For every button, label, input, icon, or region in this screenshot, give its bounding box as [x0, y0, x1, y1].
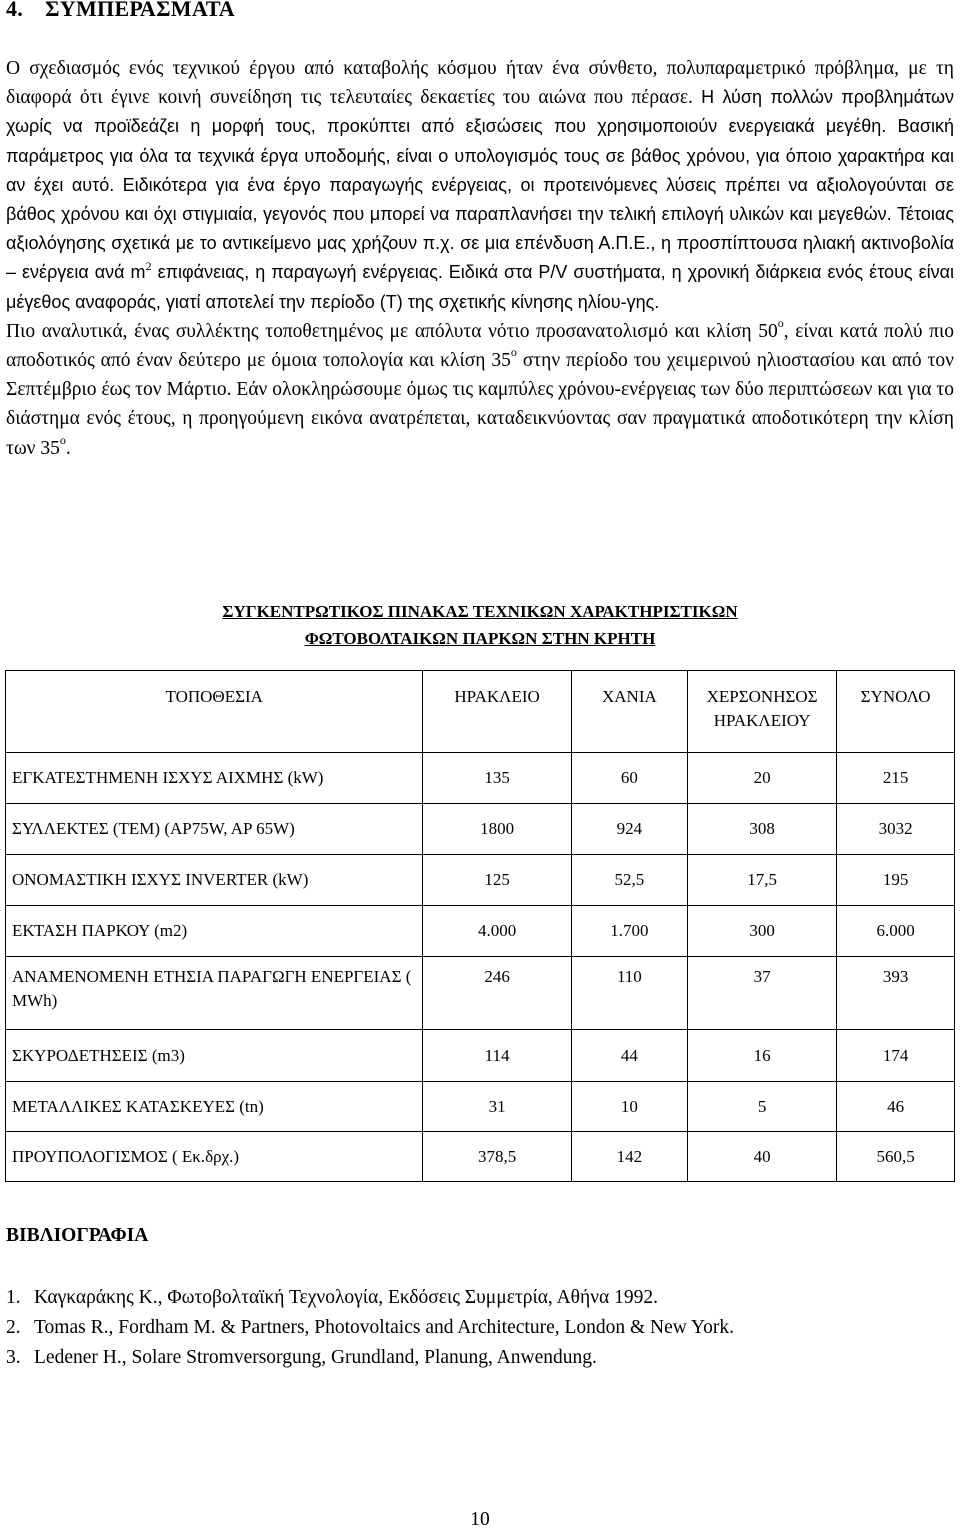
cell-value: 6.000 — [837, 906, 955, 957]
paragraph-3d: . — [65, 437, 71, 459]
table-row — [6, 1082, 955, 1132]
cell-value: 110 — [571, 957, 687, 1030]
table-row — [6, 1132, 955, 1182]
reference-text: Καγκαράκης Κ., Φωτοβολταϊκή Τεχνολογία, Εκδόσεις Συμμετρία, Αθήνα 1992. — [34, 1287, 658, 1308]
row-label: ΠΡΟΥΠΟΛΟΓΙΣΜΟΣ ( Εκ.δρχ.) — [6, 1132, 423, 1182]
conclusions-text — [6, 54, 954, 463]
paragraph-3c: στην περίοδο του χειμερινού ηλιοστασίου και από τον Σεπτέμβριο έως τον Μάρτιο. Εάν ολοκληρώσουμε όμως τις καμπύλες χρόνου-ενέργειας των δύο περιπτώσεων και για το διάστημα ενός έτους, η προηγούμενη εικόνα ανατρέπεται, καταδεικνύοντας σαν πραγματικά αποδοτικότερη την κλίση των 35 — [6, 350, 954, 459]
degree-superscript-3: ο — [59, 432, 66, 447]
superscript-squared: 2 — [145, 259, 152, 274]
cell-value: 46 — [837, 1082, 955, 1132]
reference-number: 2. — [6, 1317, 21, 1338]
paragraph-3a: Πιο αναλυτικά, ένας συλλέκτης τοποθετημένος με απόλυτα νότιο προσανατολισμό και κλίση 50 — [6, 320, 778, 342]
cell-value: 195 — [837, 855, 955, 906]
cell-value: 114 — [423, 1030, 571, 1082]
table-row — [6, 804, 955, 855]
cell-value: 3032 — [837, 804, 955, 855]
cell-value: 142 — [571, 1132, 687, 1182]
table-title — [0, 598, 960, 652]
paragraph-2d: επιφάνειας, η παραγωγή ενέργειας. — [151, 262, 443, 283]
reference-text: Tomas R., Fordham M. & Partners, Photovoltaics and Architecture, London & New York. — [34, 1317, 735, 1338]
section-number: 4. — [6, 0, 24, 21]
paragraph-2a: Βασική παράμετρος για όλα τα τεχνικά έργα υποδομής, είναι ο υπολογισμός τους σε βάθος χρόνου, για όποιο χαρακτήρα και αν έχει αυτό. — [6, 116, 954, 195]
list-item — [6, 1343, 734, 1373]
cell-value: 60 — [571, 753, 687, 804]
cell-value: 560,5 — [837, 1132, 955, 1182]
cell-value: 125 — [423, 855, 571, 906]
table-row — [6, 906, 955, 957]
row-label: ΕΚΤΑΣΗ ΠΑΡΚΟΥ (m2) — [6, 906, 423, 957]
paragraph-3 — [6, 317, 954, 463]
paragraph-3b: , είναι κατά πολύ πιο αποδοτικός από έναν δεύτερο με όμοια τοπολογία και κλίση 35 — [6, 320, 954, 372]
table-row — [6, 957, 955, 1030]
header-chersonissos: ΧΕΡΣΟΝΗΣΟΣ ΗΡΑΚΛΕΙΟΥ — [688, 671, 837, 753]
cell-value: 246 — [423, 957, 571, 1030]
cell-value: 300 — [688, 906, 837, 957]
cell-value: 174 — [837, 1030, 955, 1082]
cell-value: 215 — [837, 753, 955, 804]
bibliography-list — [6, 1283, 734, 1373]
cell-value: 1.700 — [571, 906, 687, 957]
table-title-line-2: ΦΩΤΟΒΟΛΤΑΙΚΩΝ ΠΑΡΚΩΝ ΣΤΗΝ ΚΡΗΤΗ — [304, 629, 656, 648]
row-label: ΕΓΚΑΤΕΣΤΗΜΕΝΗ ΙΣΧΥΣ ΑΙΧΜΗΣ (kW) — [6, 753, 423, 804]
cell-value: 52,5 — [571, 855, 687, 906]
cell-value: 308 — [688, 804, 837, 855]
cell-value: 924 — [571, 804, 687, 855]
row-label: ΑΝΑΜΕΝΟΜΕΝΗ ΕΤΗΣΙΑ ΠΑΡΑΓΩΓΗ ΕΝΕΡΓΕΙΑΣ ( MWh) — [6, 957, 423, 1030]
summary-table — [5, 670, 955, 1182]
reference-number: 1. — [6, 1287, 21, 1308]
paragraph-2e: Ειδικά στα Ρ/V συστήματα, η χρονική διάρκεια ενός έτους είναι μέγεθος αναφοράς, γιατί αποτελεί την περίοδο (Τ) της σχετικής κίνησης ηλίου-γης. — [6, 262, 955, 312]
degree-superscript-1: ο — [777, 315, 784, 330]
cell-value: 378,5 — [423, 1132, 571, 1182]
paragraph-2c: Τέτοιας αξιολόγησης σχετικά με το αντικείμενο μας χρήζουν π.χ. σε μια επένδυση Α.Π.Ε., η προσπίπτουσα ηλιακή ακτινοβολία – ενέργεια ανά m — [6, 204, 954, 283]
table-row — [6, 855, 955, 906]
cell-value: 40 — [688, 1132, 837, 1182]
header-chania: ΧΑΝΙΑ — [571, 671, 687, 753]
cell-value: 5 — [688, 1082, 837, 1132]
cell-value: 31 — [423, 1082, 571, 1132]
cell-value: 20 — [688, 753, 837, 804]
cell-value: 1800 — [423, 804, 571, 855]
cell-value: 44 — [571, 1030, 687, 1082]
cell-value: 17,5 — [688, 855, 837, 906]
reference-number: 3. — [6, 1347, 21, 1368]
paragraph-1a: Ο σχεδιασμός ενός τεχνικού έργου από καταβολής κόσμου ήταν ένα σύνθετο, πολυπαραμετρικό πρόβλημα, με τη διαφορά ότι έγινε κοινή συνείδηση τις τελευταίες δεκαετίες του αιώνα που πέρασε. — [6, 58, 954, 109]
reference-text: Ledener H., Solare Stromversorgung, Grundland, Planung, Anwendung. — [34, 1347, 597, 1368]
row-label: ΣΥΛΛΕΚΤΕΣ (TEM) (AP75W, AP 65W) — [6, 804, 423, 855]
list-item — [6, 1283, 734, 1313]
section-title: ΣΥΜΠΕΡΑΣΜΑΤΑ — [45, 0, 235, 21]
cell-value: 135 — [423, 753, 571, 804]
row-label: ΣΚΥΡΟΔΕΤΗΣΕΙΣ (m3) — [6, 1030, 423, 1082]
header-location: ΤΟΠΟΘΕΣΙΑ — [6, 671, 423, 753]
bibliography-heading: ΒΙΒΛΙΟΓΡΑΦΙΑ — [6, 1225, 149, 1246]
cell-value: 16 — [688, 1030, 837, 1082]
cell-value: 4.000 — [423, 906, 571, 957]
table-header-row — [6, 671, 955, 753]
header-heraklion: ΗΡΑΚΛΕΙΟ — [423, 671, 571, 753]
row-label: ΜΕΤΑΛΛΙΚΕΣ ΚΑΤΑΣΚΕΥΕΣ (tn) — [6, 1082, 423, 1132]
header-total: ΣΥΝΟΛΟ — [837, 671, 955, 753]
paragraph-1b: Η λύση πολλών προβλημάτων χωρίς να προϊδεάζει η μορφή τους, προκύπτει από εξισώσεις που χρησιμοποιούν ενεργειακά μεγέθη. — [6, 87, 955, 137]
cell-value: 393 — [837, 957, 955, 1030]
row-label: ΟΝΟΜΑΣΤΙΚΗ ΙΣΧΥΣ INVERTER (kW) — [6, 855, 423, 906]
table-row — [6, 753, 955, 804]
degree-superscript-2: ο — [510, 345, 517, 360]
page-number: 10 — [470, 1509, 490, 1530]
cell-value: 37 — [688, 957, 837, 1030]
cell-value: 10 — [571, 1082, 687, 1132]
paragraph-1 — [6, 54, 954, 317]
list-item — [6, 1313, 734, 1343]
paragraph-2b: Ειδικότερα για ένα έργο παραγωγής ενέργειας, οι προτεινόμενες λύσεις πρέπει να αξιολογούνται σε βάθος χρόνου και όχι στιγμιαία, γεγονός που μπορεί να παραπλανήσει την τελική επιλογή υλικών και μεγεθών. — [6, 174, 954, 225]
table-row — [6, 1030, 955, 1082]
table-title-line-1: ΣΥΓΚΕΝΤΡΩΤΙΚΟΣ ΠΙΝΑΚΑΣ ΤΕΧΝΙΚΩΝ ΧΑΡΑΚΤΗΡΙΣΤΙΚΩΝ — [222, 602, 738, 621]
section-heading — [6, 0, 235, 22]
